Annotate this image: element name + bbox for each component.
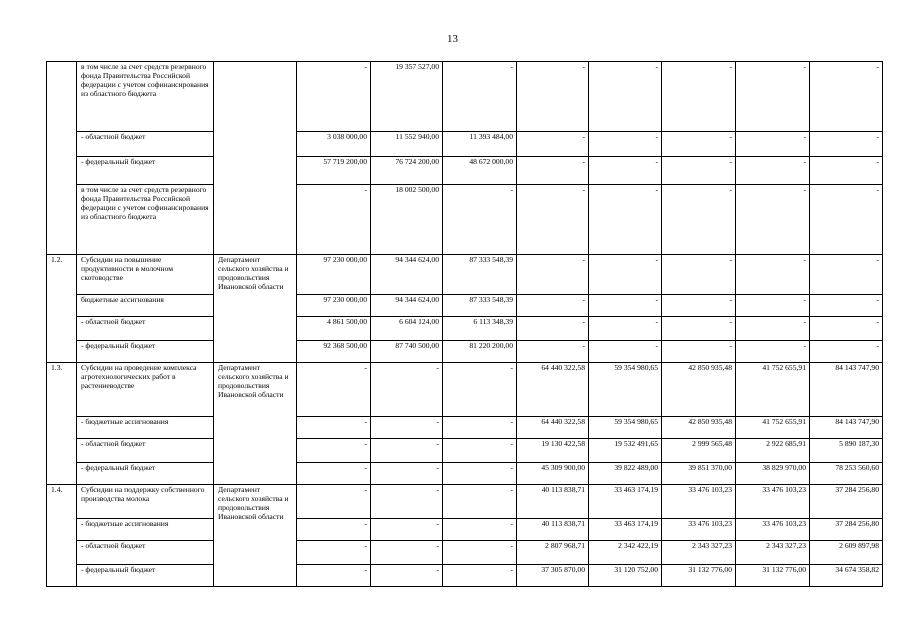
value-cell: 87 740 500,00 bbox=[371, 341, 443, 363]
value-cell: - bbox=[736, 62, 810, 132]
table-row bbox=[47, 185, 883, 255]
value-cell: - bbox=[297, 439, 371, 463]
value-cell: - bbox=[736, 185, 810, 255]
value-cell: - bbox=[736, 317, 810, 341]
value-cell: - bbox=[297, 62, 371, 132]
value-cell: 37 305 870,00 bbox=[517, 565, 589, 587]
value-cell: - bbox=[662, 62, 736, 132]
row-label: - областной бюджет bbox=[77, 317, 214, 341]
value-cell: 94 344 624,00 bbox=[371, 295, 443, 317]
value-cell: 33 476 103,23 bbox=[662, 519, 736, 541]
table-row bbox=[47, 317, 883, 341]
value-cell: - bbox=[517, 255, 589, 295]
value-cell: 39 822 489,00 bbox=[589, 463, 662, 485]
value-cell: - bbox=[517, 317, 589, 341]
value-cell: 11 393 484,00 bbox=[443, 132, 517, 157]
value-cell: 64 440 322,58 bbox=[517, 363, 589, 417]
row-label: Субсидии на повышение продуктивности в молочном скотоводстве bbox=[77, 255, 214, 295]
value-cell: 19 357 527,00 bbox=[371, 62, 443, 132]
row-index-cell bbox=[47, 62, 77, 255]
value-cell: - bbox=[297, 185, 371, 255]
value-cell: - bbox=[736, 132, 810, 157]
value-cell: 76 724 200,00 bbox=[371, 157, 443, 185]
value-cell: - bbox=[443, 62, 517, 132]
budget-table-body bbox=[47, 62, 883, 587]
value-cell: 37 284 256,80 bbox=[810, 485, 883, 519]
table-row bbox=[47, 295, 883, 317]
value-cell: 33 476 103,23 bbox=[662, 485, 736, 519]
value-cell: - bbox=[517, 62, 589, 132]
table-row bbox=[47, 341, 883, 363]
value-cell: 41 752 655,91 bbox=[736, 363, 810, 417]
value-cell: - bbox=[517, 132, 589, 157]
value-cell: - bbox=[517, 295, 589, 317]
value-cell: 2 922 685,91 bbox=[736, 439, 810, 463]
row-label: Субсидии на поддержку собственного производства молока bbox=[77, 485, 214, 519]
value-cell: - bbox=[297, 565, 371, 587]
value-cell: - bbox=[736, 295, 810, 317]
row-label: - бюджетные ассигнования bbox=[77, 519, 214, 541]
value-cell: - bbox=[371, 565, 443, 587]
value-cell: 39 851 370,00 bbox=[662, 463, 736, 485]
row-label: Субсидии на проведение комплекса агротехнологических работ в растениеводстве bbox=[77, 363, 214, 417]
value-cell: 78 253 560,60 bbox=[810, 463, 883, 485]
value-cell: 19 532 491,65 bbox=[589, 439, 662, 463]
value-cell: - bbox=[371, 519, 443, 541]
value-cell: 92 368 500,00 bbox=[297, 341, 371, 363]
value-cell: - bbox=[443, 463, 517, 485]
section-index: 1.3. bbox=[47, 363, 77, 485]
value-cell: - bbox=[371, 439, 443, 463]
value-cell: 33 476 103,23 bbox=[736, 519, 810, 541]
value-cell: - bbox=[371, 363, 443, 417]
row-label: - федеральный бюджет bbox=[77, 341, 214, 363]
value-cell: - bbox=[297, 463, 371, 485]
value-cell: - bbox=[810, 62, 883, 132]
value-cell: - bbox=[810, 157, 883, 185]
value-cell: - bbox=[810, 255, 883, 295]
value-cell: - bbox=[517, 341, 589, 363]
responsible-department: Департамент сельского хозяйства и продовольствия Ивановской области bbox=[214, 485, 297, 587]
value-cell: 2 342 422,19 bbox=[589, 541, 662, 565]
value-cell: - bbox=[371, 463, 443, 485]
value-cell: 31 120 752,00 bbox=[589, 565, 662, 587]
value-cell: 40 113 838,71 bbox=[517, 485, 589, 519]
value-cell: - bbox=[443, 485, 517, 519]
value-cell: 2 343 327,23 bbox=[662, 541, 736, 565]
value-cell: - bbox=[297, 485, 371, 519]
value-cell: 42 850 935,48 bbox=[662, 363, 736, 417]
value-cell: - bbox=[297, 519, 371, 541]
value-cell: 94 344 624,00 bbox=[371, 255, 443, 295]
value-cell: - bbox=[443, 541, 517, 565]
value-cell: - bbox=[736, 255, 810, 295]
value-cell: 33 476 103,23 bbox=[736, 485, 810, 519]
value-cell: 2 343 327,23 bbox=[736, 541, 810, 565]
value-cell: - bbox=[662, 185, 736, 255]
value-cell: 87 333 548,39 bbox=[443, 255, 517, 295]
row-label: в том числе за счет средств резервного фонда Правительства Российской федерации с учетом софинансирования из областного бюджета bbox=[77, 62, 214, 132]
table-row bbox=[47, 439, 883, 463]
value-cell: - bbox=[810, 132, 883, 157]
value-cell: 40 113 838,71 bbox=[517, 519, 589, 541]
value-cell: - bbox=[589, 185, 662, 255]
row-label: бюджетные ассигнования bbox=[77, 295, 214, 317]
row-label: - федеральный бюджет bbox=[77, 565, 214, 587]
value-cell: 34 674 358,82 bbox=[810, 565, 883, 587]
value-cell: 18 002 500,00 bbox=[371, 185, 443, 255]
value-cell: 97 230 000,00 bbox=[297, 255, 371, 295]
responsible-department: Департамент сельского хозяйства и продовольствия Ивановской области bbox=[214, 363, 297, 485]
table-row bbox=[47, 485, 883, 519]
value-cell: - bbox=[371, 541, 443, 565]
value-cell: - bbox=[589, 255, 662, 295]
value-cell: 59 354 980,65 bbox=[589, 417, 662, 439]
value-cell: 84 143 747,90 bbox=[810, 417, 883, 439]
value-cell: - bbox=[443, 185, 517, 255]
value-cell: - bbox=[443, 439, 517, 463]
value-cell: 2 609 897,98 bbox=[810, 541, 883, 565]
value-cell: 37 284 256,80 bbox=[810, 519, 883, 541]
row-label: - бюджетные ассигнования bbox=[77, 417, 214, 439]
table-row bbox=[47, 541, 883, 565]
section-index: 1.2. bbox=[47, 255, 77, 363]
value-cell: 6 604 124,00 bbox=[371, 317, 443, 341]
page-number: 13 bbox=[447, 33, 458, 45]
value-cell: - bbox=[736, 157, 810, 185]
value-cell: - bbox=[443, 565, 517, 587]
table-row bbox=[47, 157, 883, 185]
value-cell: 59 354 980,65 bbox=[589, 363, 662, 417]
value-cell: - bbox=[810, 295, 883, 317]
value-cell: - bbox=[589, 341, 662, 363]
value-cell: - bbox=[736, 341, 810, 363]
value-cell: 87 333 548,39 bbox=[443, 295, 517, 317]
value-cell: 81 220 200,00 bbox=[443, 341, 517, 363]
table-row bbox=[47, 417, 883, 439]
value-cell: - bbox=[297, 541, 371, 565]
budget-table bbox=[46, 61, 883, 587]
value-cell: - bbox=[517, 157, 589, 185]
responsible-department bbox=[214, 62, 297, 255]
row-label: в том числе за счет средств резервного фонда Правительства Российской федерации с учетом софинансирования из областного бюджета bbox=[77, 185, 214, 255]
responsible-department: Департамент сельского хозяйства и продовольствия Ивановской области bbox=[214, 255, 297, 363]
value-cell: 6 113 348,39 bbox=[443, 317, 517, 341]
value-cell: - bbox=[662, 255, 736, 295]
value-cell: 3 038 000,00 bbox=[297, 132, 371, 157]
table-row bbox=[47, 463, 883, 485]
value-cell: - bbox=[662, 295, 736, 317]
section-index: 1.4. bbox=[47, 485, 77, 587]
value-cell: - bbox=[517, 185, 589, 255]
value-cell: - bbox=[371, 417, 443, 439]
value-cell: - bbox=[297, 417, 371, 439]
value-cell: - bbox=[589, 295, 662, 317]
value-cell: - bbox=[589, 157, 662, 185]
row-label: - федеральный бюджет bbox=[77, 463, 214, 485]
value-cell: - bbox=[443, 519, 517, 541]
value-cell: 97 230 000,00 bbox=[297, 295, 371, 317]
table-row bbox=[47, 255, 883, 295]
value-cell: - bbox=[662, 317, 736, 341]
value-cell: 19 130 422,58 bbox=[517, 439, 589, 463]
value-cell: 2 999 565,48 bbox=[662, 439, 736, 463]
table-row bbox=[47, 132, 883, 157]
value-cell: 48 672 000,00 bbox=[443, 157, 517, 185]
value-cell: - bbox=[810, 185, 883, 255]
value-cell: 31 132 776,00 bbox=[736, 565, 810, 587]
value-cell: 11 552 940,00 bbox=[371, 132, 443, 157]
value-cell: 31 132 776,00 bbox=[662, 565, 736, 587]
value-cell: - bbox=[443, 363, 517, 417]
row-label: - областной бюджет bbox=[77, 132, 214, 157]
value-cell: 57 719 200,00 bbox=[297, 157, 371, 185]
value-cell: 33 463 174,19 bbox=[589, 519, 662, 541]
value-cell: 38 829 970,00 bbox=[736, 463, 810, 485]
value-cell: - bbox=[589, 132, 662, 157]
value-cell: - bbox=[810, 341, 883, 363]
value-cell: - bbox=[810, 317, 883, 341]
value-cell: 64 440 322,58 bbox=[517, 417, 589, 439]
row-label: - областной бюджет bbox=[77, 541, 214, 565]
table-row bbox=[47, 363, 883, 417]
value-cell: 41 752 655,91 bbox=[736, 417, 810, 439]
value-cell: 2 807 968,71 bbox=[517, 541, 589, 565]
value-cell: - bbox=[662, 341, 736, 363]
value-cell: 84 143 747,90 bbox=[810, 363, 883, 417]
value-cell: 33 463 174,19 bbox=[589, 485, 662, 519]
value-cell: - bbox=[662, 132, 736, 157]
value-cell: 45 309 900,00 bbox=[517, 463, 589, 485]
row-label: - федеральный бюджет bbox=[77, 157, 214, 185]
row-label: - областной бюджет bbox=[77, 439, 214, 463]
value-cell: - bbox=[662, 157, 736, 185]
table-row bbox=[47, 62, 883, 132]
value-cell: 4 861 500,00 bbox=[297, 317, 371, 341]
value-cell: - bbox=[589, 62, 662, 132]
value-cell: - bbox=[371, 485, 443, 519]
table-row bbox=[47, 519, 883, 541]
value-cell: - bbox=[297, 363, 371, 417]
value-cell: - bbox=[589, 317, 662, 341]
value-cell: - bbox=[443, 417, 517, 439]
value-cell: 42 850 935,48 bbox=[662, 417, 736, 439]
value-cell: 5 890 187,30 bbox=[810, 439, 883, 463]
table-row bbox=[47, 565, 883, 587]
